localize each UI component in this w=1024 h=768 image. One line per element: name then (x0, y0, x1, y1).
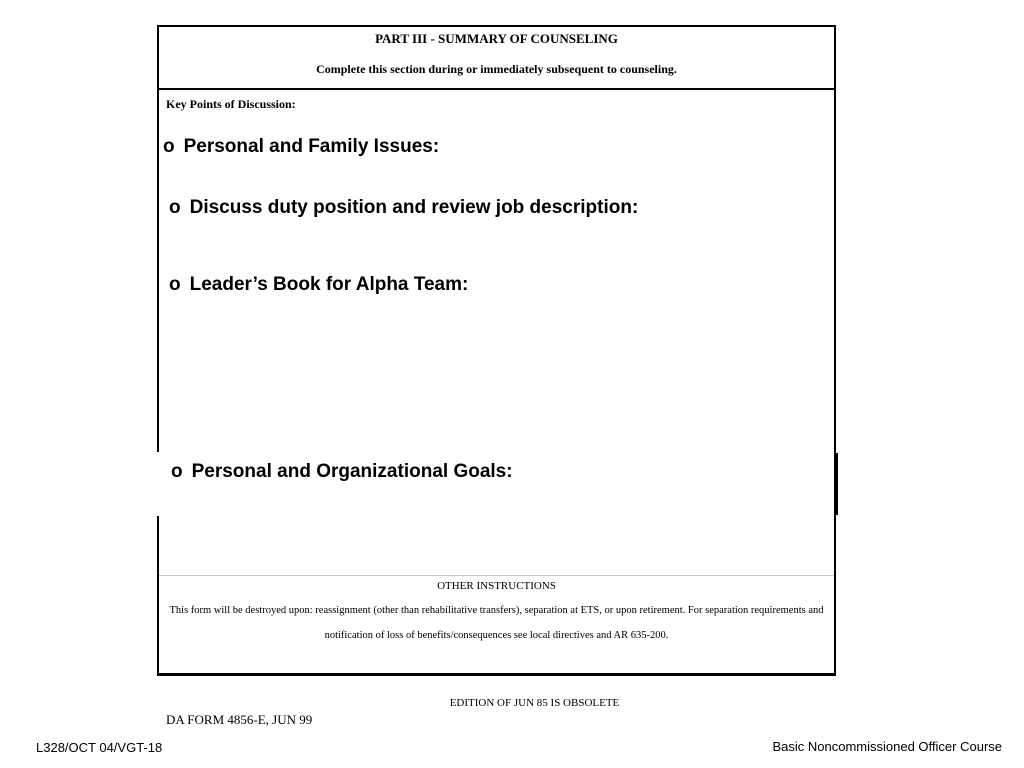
bullet-personal-family (163, 136, 439, 158)
form-subtitle: Complete this section during or immediately subsequent to counseling. (316, 62, 677, 76)
counseling-form (157, 25, 836, 676)
border-gap (156, 452, 160, 516)
bullet-leaders-book (169, 274, 468, 296)
bullet-text: Leader’s Book for Alpha Team: (189, 274, 469, 295)
bullet-mark: o (169, 274, 181, 295)
bullet-mark: o (169, 197, 181, 218)
other-instructions-text: This form will be destroyed upon: reassignment (other than rehabilitative transfers), separation at ETS, or upon retirement. For separation requirements and notification of loss of benefits/consequences see local directives and AR 635-200. (169, 605, 824, 641)
bullet-mark: o (171, 461, 183, 482)
other-instructions-title: OTHER INSTRUCTIONS (437, 580, 556, 592)
footer-course-name: Basic Noncommissioned Officer Course (772, 739, 1002, 754)
form-title: PART III - SUMMARY OF COUNSELING (375, 31, 618, 46)
bullet-goals (171, 461, 513, 483)
key-points-label: Key Points of Discussion: (166, 97, 296, 111)
bullet-duty-position (169, 197, 638, 219)
form-id: DA FORM 4856-E, JUN 99 (166, 712, 313, 727)
bullet-mark: o (163, 136, 175, 157)
bullet-text: Personal and Organizational Goals: (191, 461, 513, 482)
bullet-text: Discuss duty position and review job description: (189, 197, 639, 218)
form-header (159, 27, 834, 90)
border-accent (835, 453, 838, 515)
footer-course-code: L328/OCT 04/VGT-18 (36, 740, 163, 755)
edition-note: EDITION OF JUN 85 IS OBSOLETE (449, 697, 620, 709)
bullet-text: Personal and Family Issues: (183, 136, 440, 157)
section-divider (159, 575, 834, 576)
